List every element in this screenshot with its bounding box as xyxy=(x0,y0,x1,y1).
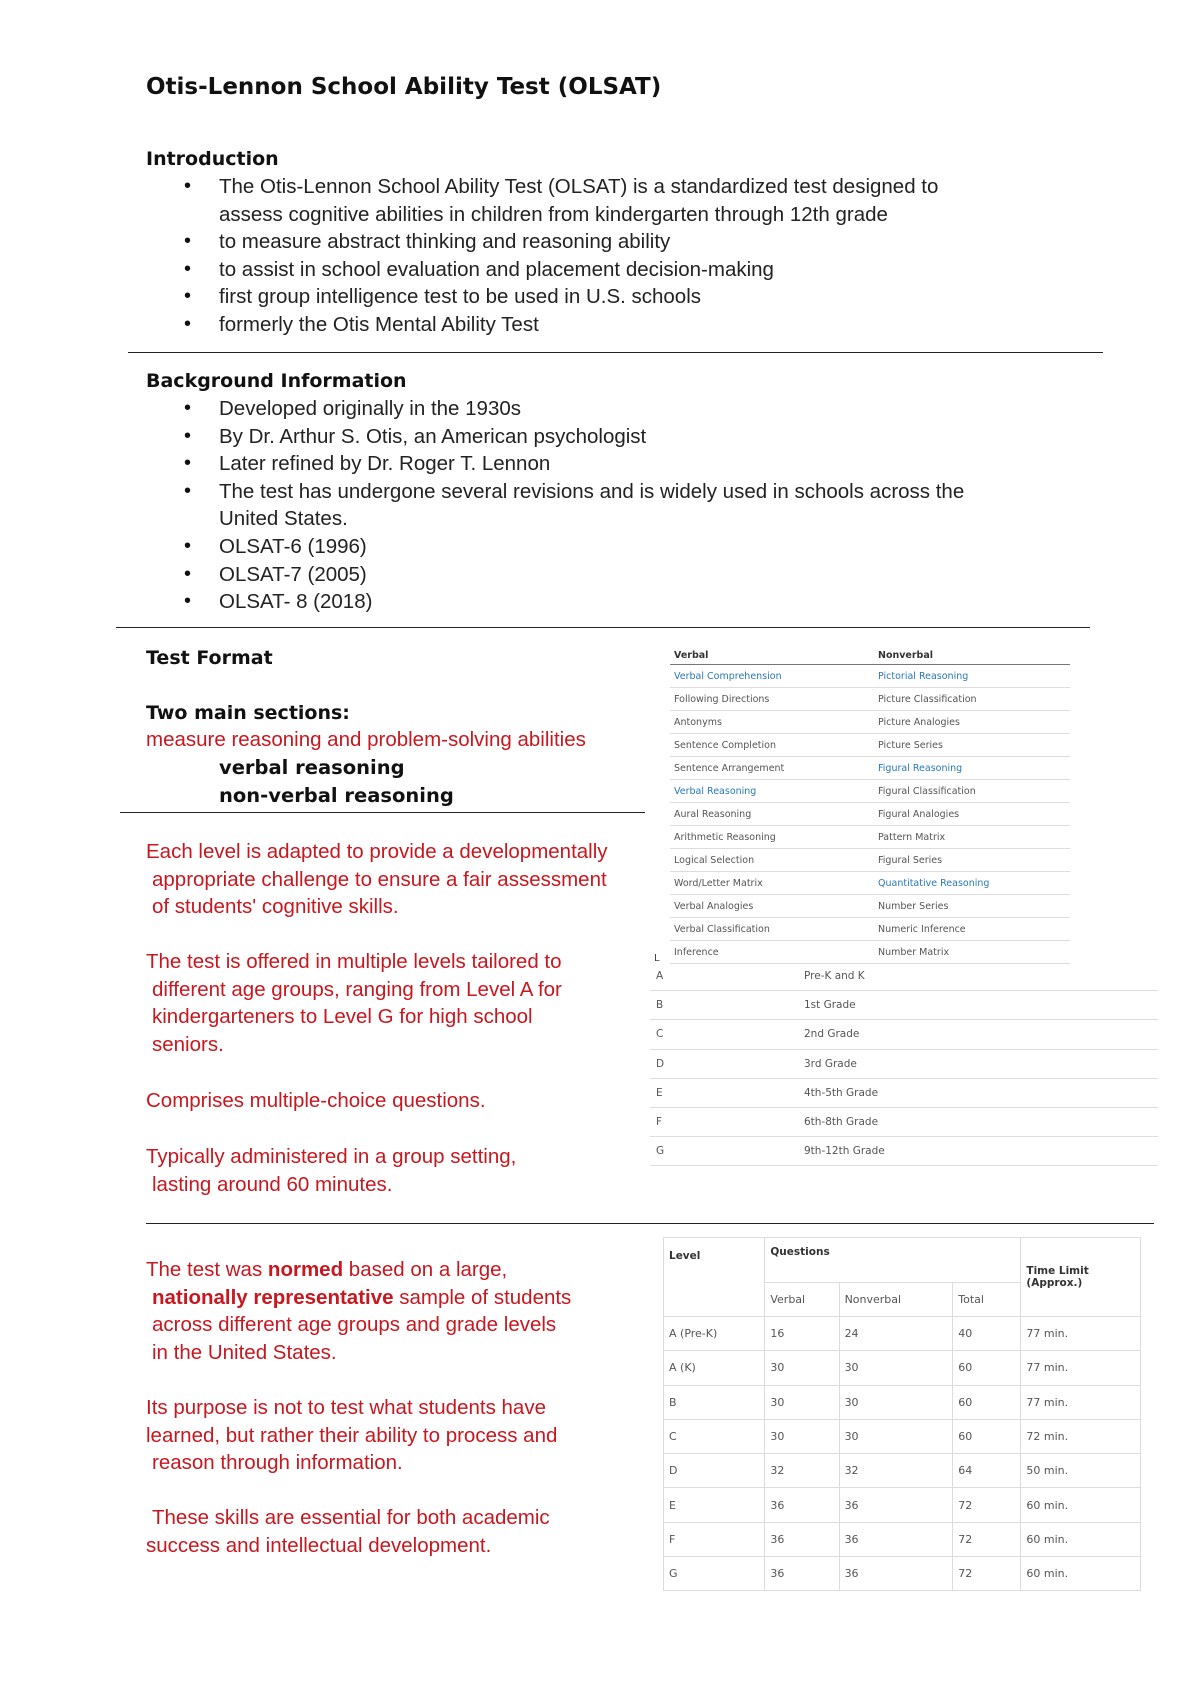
table-row xyxy=(664,1317,1141,1351)
table-cell: 36 xyxy=(839,1488,953,1522)
table-row xyxy=(670,918,1070,941)
table-cell: Numeric Inference xyxy=(874,918,1070,941)
table-cell: Figural Reasoning xyxy=(874,757,1070,780)
table-cell: 77 min. xyxy=(1021,1351,1141,1385)
table-row xyxy=(664,1351,1141,1385)
normed-bold: normed xyxy=(267,1258,344,1281)
paragraph-line: of students' cognitive skills. xyxy=(152,895,399,919)
table-cell: Inference xyxy=(670,941,874,964)
table-cell: 3rd Grade xyxy=(798,1049,1158,1078)
table-row xyxy=(670,734,1070,757)
list-item: • first group intelligence test to be used in U.S. schools xyxy=(146,283,1106,311)
table-cell: Verbal Reasoning xyxy=(670,780,874,803)
table-cell: Number Series xyxy=(874,895,1070,918)
table-row xyxy=(650,1137,1158,1166)
table-cell: 60 xyxy=(953,1385,1021,1419)
list-item-continuation xyxy=(146,201,1106,229)
paragraph-line: Typically administered in a group setting, xyxy=(146,1145,517,1168)
text-span: based on a large, xyxy=(343,1258,508,1281)
table-cell: A (Pre-K) xyxy=(664,1317,765,1351)
nonverbal-column-header: Nonverbal xyxy=(839,1283,953,1317)
table-cell: 60 min. xyxy=(1021,1557,1141,1591)
table-cell: 32 xyxy=(839,1454,953,1488)
table-cell: A xyxy=(650,962,798,991)
table-row xyxy=(664,1385,1141,1419)
table-cell: 1st Grade xyxy=(798,991,1158,1020)
table-row xyxy=(650,1049,1158,1078)
levels-adapted-paragraph xyxy=(146,838,608,921)
list-item: • to assist in school evaluation and placement decision-making xyxy=(146,256,1106,284)
table-row xyxy=(670,941,1070,964)
table-cell: C xyxy=(664,1419,765,1453)
table-cell: 72 min. xyxy=(1021,1419,1141,1453)
table-row xyxy=(670,711,1070,734)
table-cell: 60 min. xyxy=(1021,1488,1141,1522)
table-cell: Pictorial Reasoning xyxy=(874,665,1070,688)
nationally-representative-bold: nationally representative xyxy=(152,1285,394,1309)
table-cell: 30 xyxy=(839,1385,953,1419)
table-cell: 36 xyxy=(765,1488,839,1522)
table-cell: Following Directions xyxy=(670,688,874,711)
table-cell: A (K) xyxy=(664,1351,765,1385)
questions-table xyxy=(663,1237,1141,1591)
table-cell: Figural Classification xyxy=(874,780,1070,803)
table-row xyxy=(650,962,1158,991)
questions-column-header: Questions xyxy=(765,1238,1021,1283)
paragraph-line: across different age groups and grade levels xyxy=(152,1313,557,1337)
section-divider xyxy=(128,352,1103,353)
text-span: sample of students xyxy=(393,1285,572,1309)
list-item: • The Otis-Lennon School Ability Test (OLSAT) is a standardized test designed to xyxy=(146,173,1106,201)
table-row xyxy=(650,1020,1158,1049)
paragraph-line: The test is offered in multiple levels tailored to xyxy=(146,950,562,973)
two-sections-label: Two main sections: xyxy=(146,702,350,724)
levels-offered-paragraph xyxy=(146,948,562,1058)
table-row xyxy=(670,780,1070,803)
table-cell: 36 xyxy=(765,1522,839,1556)
table-cell: 77 min. xyxy=(1021,1385,1141,1419)
measure-text: measure reasoning and problem-solving abilities xyxy=(146,728,586,751)
paragraph-line: Its purpose is not to test what students have xyxy=(146,1396,546,1419)
table-row xyxy=(650,1078,1158,1107)
table-row xyxy=(670,826,1070,849)
section-divider xyxy=(116,627,1090,628)
list-item: • formerly the Otis Mental Ability Test xyxy=(146,311,1106,339)
section-divider xyxy=(120,812,645,813)
table-cell: D xyxy=(664,1454,765,1488)
table-cell: B xyxy=(664,1385,765,1419)
paragraph-line xyxy=(146,1284,571,1312)
paragraph-line: different age groups, ranging from Level A for xyxy=(152,977,562,1001)
table-cell: Picture Series xyxy=(874,734,1070,757)
table-cell: F xyxy=(664,1522,765,1556)
table-row xyxy=(664,1522,1141,1556)
paragraph-line: These skills are essential for both academic xyxy=(152,1506,550,1529)
table-cell: E xyxy=(650,1078,798,1107)
introduction-heading: Introduction xyxy=(146,148,279,170)
table-cell: Figural Analogies xyxy=(874,803,1070,826)
paragraph-line: seniors. xyxy=(152,1032,224,1056)
table-row xyxy=(664,1454,1141,1488)
table-row xyxy=(670,872,1070,895)
paragraph-line: success and intellectual development. xyxy=(146,1533,492,1557)
time-limit-column-header: Time Limit (Approx.) xyxy=(1021,1238,1141,1317)
table-cell: Verbal Analogies xyxy=(670,895,874,918)
list-item: • OLSAT-7 (2005) xyxy=(146,561,1106,589)
table-cell: E xyxy=(664,1488,765,1522)
verbal-column-header: Verbal xyxy=(765,1283,839,1317)
table-row xyxy=(664,1488,1141,1522)
table-row xyxy=(670,895,1070,918)
table-cell: Pre-K and K xyxy=(798,962,1158,991)
nonverbal-reasoning-label: non-verbal reasoning xyxy=(219,784,454,807)
introduction-list xyxy=(146,173,1106,339)
sections-table xyxy=(670,646,1070,964)
list-item-continuation xyxy=(146,505,1106,533)
list-item-text: United States. xyxy=(219,507,348,531)
table-cell: G xyxy=(650,1137,798,1166)
table-cell: 2nd Grade xyxy=(798,1020,1158,1049)
table-cell: Arithmetic Reasoning xyxy=(670,826,874,849)
table-cell: F xyxy=(650,1107,798,1136)
table-cell: Picture Classification xyxy=(874,688,1070,711)
table-cell: 30 xyxy=(839,1419,953,1453)
total-column-header: Total xyxy=(953,1283,1021,1317)
table-cell: 30 xyxy=(839,1351,953,1385)
table-cell: 72 xyxy=(953,1522,1021,1556)
levels-table xyxy=(650,962,1158,1166)
normed-paragraph xyxy=(146,1256,571,1366)
table-cell: 30 xyxy=(765,1385,839,1419)
level-column-header: Level xyxy=(664,1238,765,1317)
list-item: • OLSAT- 8 (2018) xyxy=(146,588,1106,616)
paragraph-line: Each level is adapted to provide a developmentally xyxy=(146,840,608,863)
table-header-row xyxy=(670,646,1070,665)
table-cell: 6th-8th Grade xyxy=(798,1107,1158,1136)
table-cell: G xyxy=(664,1557,765,1591)
purpose-paragraph xyxy=(146,1394,557,1477)
table-row xyxy=(664,1557,1141,1591)
list-item: • Developed originally in the 1930s xyxy=(146,395,1106,423)
table-cell: Sentence Arrangement xyxy=(670,757,874,780)
page-title: Otis-Lennon School Ability Test (OLSAT) xyxy=(146,74,662,100)
table-cell: 77 min. xyxy=(1021,1317,1141,1351)
list-item: • Later refined by Dr. Roger T. Lennon xyxy=(146,450,1106,478)
table-cell: 72 xyxy=(953,1557,1021,1591)
table-cell: 60 min. xyxy=(1021,1522,1141,1556)
table-cell: Figural Series xyxy=(874,849,1070,872)
table-cell: 36 xyxy=(839,1557,953,1591)
table-cell: Logical Selection xyxy=(670,849,874,872)
table-cell: Pattern Matrix xyxy=(874,826,1070,849)
background-list xyxy=(146,395,1106,616)
group-setting-paragraph xyxy=(146,1143,516,1198)
text-span: The test was xyxy=(146,1258,268,1281)
multiple-choice-text: Comprises multiple-choice questions. xyxy=(146,1089,486,1112)
background-heading: Background Information xyxy=(146,370,407,392)
nonverbal-column-header: Nonverbal xyxy=(874,646,1070,665)
table-cell: 60 xyxy=(953,1419,1021,1453)
table-row xyxy=(650,1107,1158,1136)
table-cell: C xyxy=(650,1020,798,1049)
table-cell: 4th-5th Grade xyxy=(798,1078,1158,1107)
verbal-column-header: Verbal xyxy=(670,646,874,665)
table-cell: Sentence Completion xyxy=(670,734,874,757)
test-format-heading: Test Format xyxy=(146,647,273,669)
table-cell: Picture Analogies xyxy=(874,711,1070,734)
paragraph-line: lasting around 60 minutes. xyxy=(152,1172,393,1196)
paragraph-line: appropriate challenge to ensure a fair assessment xyxy=(152,867,607,891)
table-cell: 60 xyxy=(953,1351,1021,1385)
table-cell: Antonyms xyxy=(670,711,874,734)
levels-table-header: L xyxy=(654,953,660,964)
table-cell: 40 xyxy=(953,1317,1021,1351)
table-header-row xyxy=(664,1238,1141,1283)
skills-paragraph xyxy=(146,1504,550,1559)
table-cell: 72 xyxy=(953,1488,1021,1522)
paragraph-line: in the United States. xyxy=(152,1340,337,1364)
table-cell: Aural Reasoning xyxy=(670,803,874,826)
list-item-text: assess cognitive abilities in children from kindergarten through 12th grade xyxy=(219,202,888,226)
table-row xyxy=(650,991,1158,1020)
table-cell: 36 xyxy=(765,1557,839,1591)
table-row xyxy=(670,757,1070,780)
table-row xyxy=(670,665,1070,688)
table-row xyxy=(670,688,1070,711)
table-cell: Quantitative Reasoning xyxy=(874,872,1070,895)
table-cell: Verbal Comprehension xyxy=(670,665,874,688)
list-item: • to measure abstract thinking and reasoning ability xyxy=(146,228,1106,256)
table-cell: 32 xyxy=(765,1454,839,1488)
list-item: • The test has undergone several revisions and is widely used in schools across the xyxy=(146,478,1106,506)
list-item: • OLSAT-6 (1996) xyxy=(146,533,1106,561)
paragraph-line: reason through information. xyxy=(152,1451,403,1475)
table-cell: Verbal Classification xyxy=(670,918,874,941)
table-row xyxy=(670,803,1070,826)
table-cell: 30 xyxy=(765,1419,839,1453)
table-cell: 64 xyxy=(953,1454,1021,1488)
table-cell: B xyxy=(650,991,798,1020)
table-cell: D xyxy=(650,1049,798,1078)
section-divider xyxy=(146,1223,1154,1224)
table-cell: Number Matrix xyxy=(874,941,1070,964)
table-row xyxy=(664,1419,1141,1453)
table-cell: 30 xyxy=(765,1351,839,1385)
table-cell: 16 xyxy=(765,1317,839,1351)
paragraph-line: learned, but rather their ability to process and xyxy=(146,1423,558,1447)
table-cell: Word/Letter Matrix xyxy=(670,872,874,895)
list-item: • By Dr. Arthur S. Otis, an American psychologist xyxy=(146,423,1106,451)
table-cell: 24 xyxy=(839,1317,953,1351)
paragraph-line xyxy=(146,1256,571,1284)
table-cell: 50 min. xyxy=(1021,1454,1141,1488)
table-cell: 36 xyxy=(839,1522,953,1556)
table-row xyxy=(670,849,1070,872)
table-cell: 9th-12th Grade xyxy=(798,1137,1158,1166)
verbal-reasoning-label: verbal reasoning xyxy=(219,756,405,779)
paragraph-line: kindergarteners to Level G for high school xyxy=(152,1005,533,1029)
